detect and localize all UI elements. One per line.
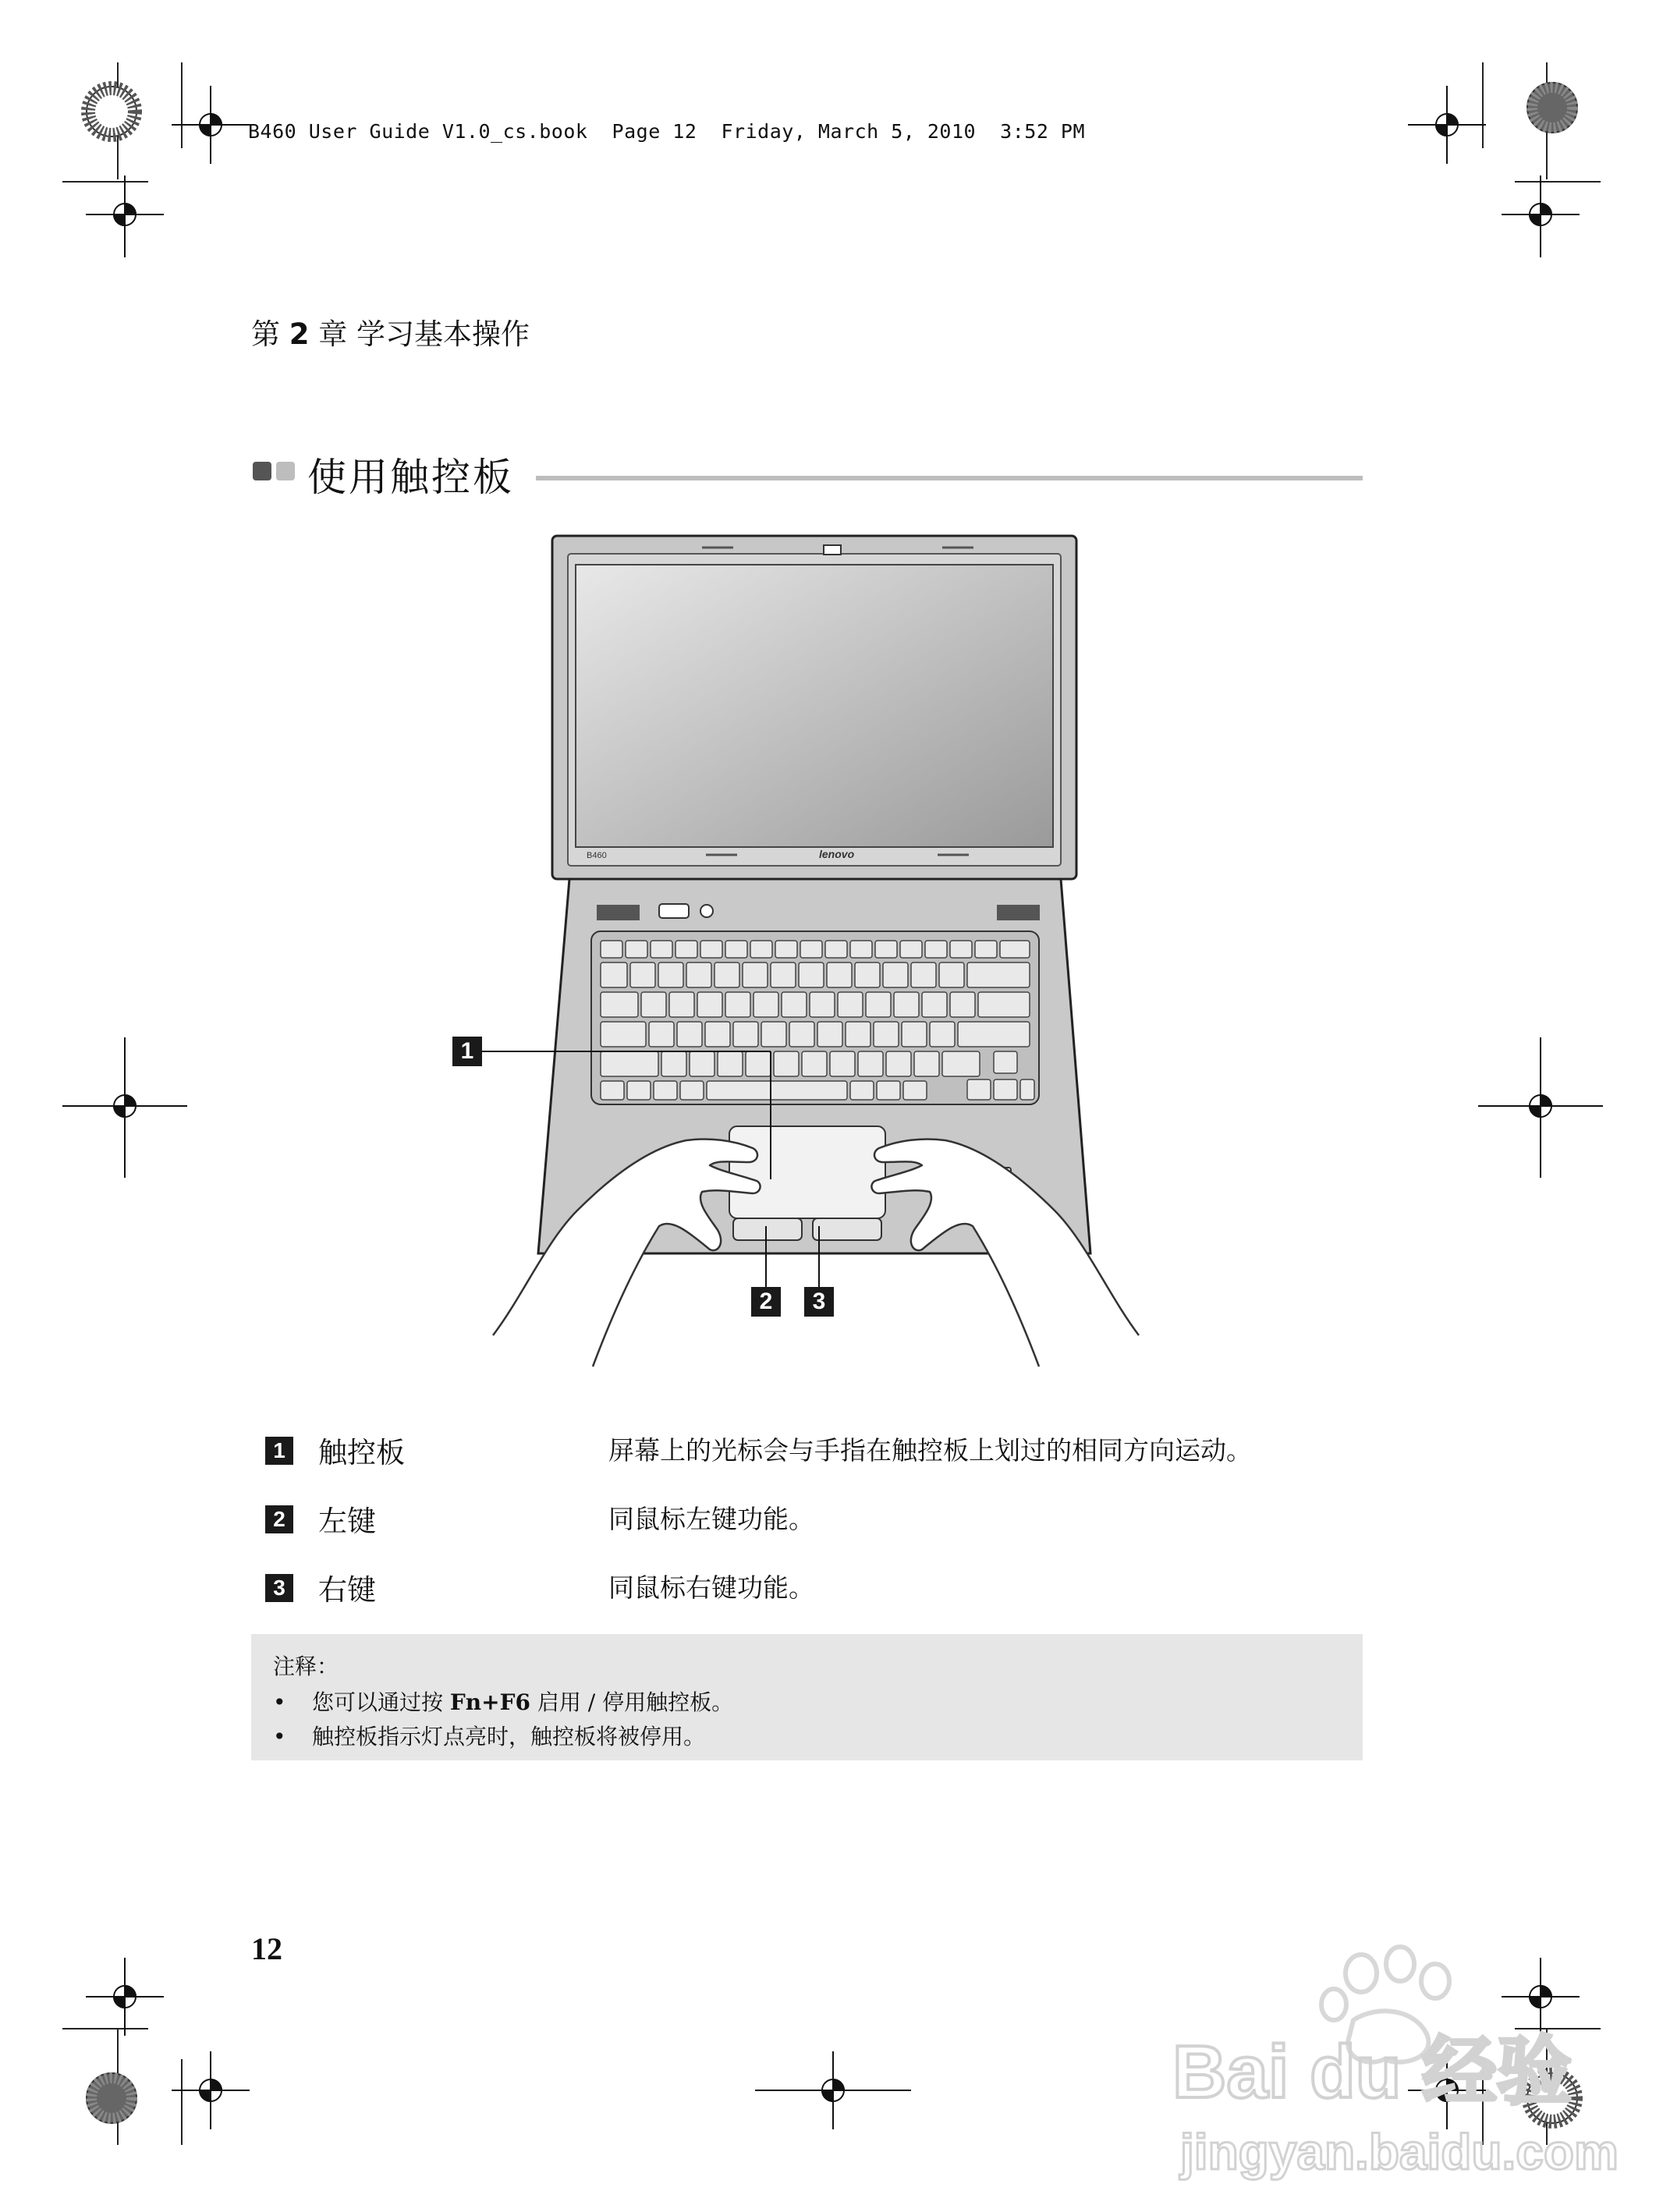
bezel-label: B460	[587, 851, 607, 860]
watermark-url: jingyan.baidu.com	[1180, 2124, 1619, 2180]
note-text: 触控板指示灯点亮时，触控板将被停用。	[312, 1724, 706, 1749]
legend-number: 3	[265, 1574, 293, 1602]
laptop-illustration	[452, 524, 1178, 1374]
legend-description: 同鼠标左键功能。	[608, 1504, 814, 1534]
print-header: B460 User Guide V1.0_cs.book Page 12 Friday, March 5, 2010 3:52 PM	[248, 120, 1086, 143]
legend-description: 同鼠标右键功能。	[608, 1572, 814, 1603]
callout-2: 2	[751, 1287, 781, 1317]
bullet-icon: •	[273, 1724, 286, 1749]
callout-1: 1	[452, 1037, 482, 1066]
legend-list	[265, 1427, 1373, 1633]
page-number: 12	[251, 1931, 282, 1966]
chapter-heading	[251, 310, 530, 353]
legend-item	[265, 1565, 1373, 1633]
starburst-icon	[1527, 83, 1577, 133]
chapter-prefix: 第	[251, 317, 280, 351]
legend-term: 触控板	[318, 1436, 405, 1469]
section-heading	[251, 446, 1363, 501]
legend-number: 1	[265, 1437, 293, 1465]
registration-target-icon	[172, 86, 250, 164]
baidu-watermark	[1166, 1942, 1619, 2200]
legend-item	[265, 1427, 1373, 1496]
note-text: 您可以通过按	[312, 1689, 450, 1715]
note-box	[251, 1634, 1363, 1760]
legend-term: 左键	[318, 1505, 376, 1538]
starburst-icon	[87, 2073, 137, 2123]
legend-term: 右键	[318, 1573, 376, 1607]
bullet-icon: •	[273, 1689, 286, 1715]
note-item	[273, 1686, 733, 1717]
section-bullet-dark-icon	[253, 462, 271, 480]
laptop-drawing	[452, 524, 1178, 1374]
note-key-combo: Fn+F6	[449, 1689, 530, 1715]
note-item	[273, 1720, 705, 1751]
note-text: 启用 / 停用触控板。	[530, 1689, 734, 1715]
note-title: 注释：	[273, 1654, 339, 1679]
legend-description: 屏幕上的光标会与手指在触控板上划过的相同方向运动。	[608, 1435, 1252, 1466]
section-title: 使用触控板	[307, 455, 514, 500]
chapter-number: 2	[289, 317, 310, 351]
legend-item	[265, 1496, 1373, 1565]
brand-logo-text: lenovo	[819, 848, 855, 860]
section-rule	[536, 476, 1363, 480]
starburst-icon	[87, 87, 137, 136]
chapter-title: 章 学习基本操作	[318, 317, 530, 351]
section-bullet-light-icon	[276, 462, 295, 480]
legend-number: 2	[265, 1505, 293, 1533]
watermark-logo-text: Bai du 经验	[1172, 2030, 1573, 2114]
callout-3: 3	[804, 1287, 834, 1317]
